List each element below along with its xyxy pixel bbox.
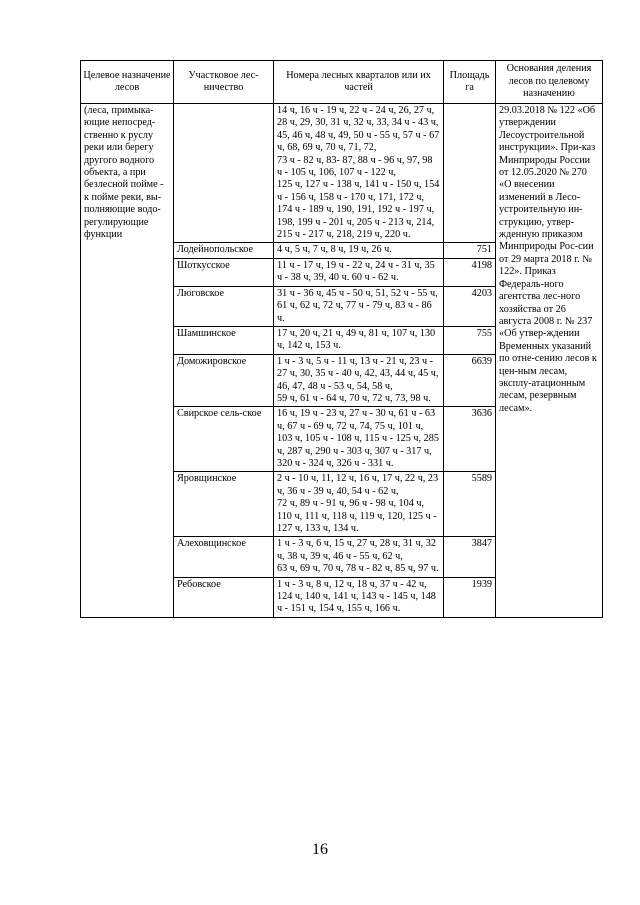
quarters-cell xyxy=(274,258,444,286)
quarters-line: 2 ч - 10 ч, 11, 12 ч, 16 ч, 17 ч, 22 ч, 23 ч, 36 ч - 39 ч, 40, 54 ч - 62 ч, xyxy=(277,473,439,497)
quarters-cell xyxy=(274,472,444,537)
header-quarters: Номера лесных кварталов или их частей xyxy=(274,61,444,104)
area-cell: 1939 xyxy=(444,577,496,617)
table-row xyxy=(81,104,603,243)
quarters-line: 59 ч, 61 ч - 64 ч, 70 ч, 72 ч, 73, 98 ч. xyxy=(277,392,431,404)
page-number: 16 xyxy=(312,841,328,858)
quarters-cell xyxy=(274,577,444,617)
quarters-line: 73 ч - 82 ч, 83- 87, 88 ч - 96 ч, 97, 98 ч - 105 ч, 106, 107 ч - 122 ч, xyxy=(277,154,433,179)
district-cell: Яровщинское xyxy=(174,472,274,537)
quarters-cell xyxy=(274,286,444,326)
district-cell: Доможировское xyxy=(174,354,274,407)
purpose-cell: (леса, примыка-ющие непосред-ственно к руслу реки или берегу другого водного объекта, а при безлесной пойме - к пойме реки, вы-полняющие водо-регулирующие функции xyxy=(81,104,174,618)
quarters-cell xyxy=(274,407,444,472)
quarters-line: 63 ч, 69 ч, 70 ч, 78 ч - 82 ч, 85 ч, 97 ч. xyxy=(277,563,439,575)
forest-purpose-table xyxy=(80,60,603,618)
quarters-line: 28 ч, 29, 30, 31 ч, 32 ч, 33, 34 ч - 43 ч, 45, 46 ч, 48 ч, 49, 50 ч - 55 ч, 57 ч - 67 ч, 68, 69 ч, 70 ч, 71, 72, xyxy=(277,117,440,154)
header-area: Площадь га xyxy=(444,61,496,104)
table-header-row xyxy=(81,61,603,104)
quarters-line: 16 ч, 19 ч - 23 ч, 27 ч - 30 ч, 61 ч - 63 ч, 67 ч - 69 ч, 72 ч, 74, 75 ч, 101 ч, 103 ч, 105 ч - 108 ч, 115 ч - 125 ч, 285 ч, 287 ч, 290 ч - 303 ч, 307 ч - 317 ч, 320 ч - 324 ч, 326 ч - 331 ч. xyxy=(277,408,439,469)
area-cell: 4203 xyxy=(444,286,496,326)
quarters-line: 17 ч, 20 ч, 21 ч, 49 ч, 81 ч, 107 ч, 130 ч, 142 ч, 153 ч. xyxy=(277,327,436,352)
district-cell: Свирское сель-ское xyxy=(174,407,274,472)
district-cell: Шамшинское xyxy=(174,326,274,354)
district-cell xyxy=(174,104,274,243)
area-cell: 6639 xyxy=(444,354,496,407)
quarters-line: 31 ч - 36 ч, 45 ч - 50 ч, 51, 52 ч - 55 ч, 61 ч, 62 ч, 72 ч, 77 ч - 79 ч, 83 ч - 86 ч. xyxy=(277,287,438,324)
quarters-line: 1 ч - 3 ч, 8 ч, 12 ч, 18 ч, 37 ч - 42 ч, 124 ч, 140 ч, 141 ч, 143 ч - 145 ч, 148 ч - 151 ч, 154 ч, 155 ч, 166 ч. xyxy=(277,578,436,615)
area-cell xyxy=(444,104,496,243)
quarters-line: 4 ч, 5 ч, 7 ч, 8 ч, 19 ч, 26 ч. xyxy=(277,244,392,256)
area-cell: 4198 xyxy=(444,258,496,286)
district-cell: Люговское xyxy=(174,286,274,326)
quarters-cell xyxy=(274,354,444,407)
quarters-cell xyxy=(274,537,444,577)
district-cell: Шоткусское xyxy=(174,258,274,286)
area-cell: 755 xyxy=(444,326,496,354)
district-cell: Алеховщинское xyxy=(174,537,274,577)
header-district: Участковое лес-ничество xyxy=(174,61,274,104)
header-basis: Основания деления лесов по целевому назначению xyxy=(496,61,603,104)
area-cell: 5589 xyxy=(444,472,496,537)
quarters-cell xyxy=(274,104,444,243)
quarters-line: 14 ч, 16 ч - 19 ч, 22 ч - 24 ч, 26, 27 ч, xyxy=(277,105,435,116)
area-cell: 3636 xyxy=(444,407,496,472)
district-cell: Ребовское xyxy=(174,577,274,617)
quarters-line: 1 ч - 3 ч, 5 ч - 11 ч, 13 ч - 21 ч, 23 ч - 27 ч, 30, 35 ч - 40 ч, 42, 43, 44 ч, 45 ч, 46, 47, 48 ч - 53 ч, 54, 58 ч, xyxy=(277,355,439,392)
quarters-line: 11 ч - 17 ч, 19 ч - 22 ч, 24 ч - 31 ч, 35 ч - 38 ч, 39, 40 ч. 60 ч - 62 ч. xyxy=(277,259,435,284)
quarters-line: 1 ч - 3 ч, 6 ч, 15 ч, 27 ч, 28 ч, 31 ч, 32 ч, 38 ч, 39 ч, 46 ч - 55 ч, 62 ч, xyxy=(277,538,436,562)
header-purpose: Целевое назначение лесов xyxy=(81,61,174,104)
quarters-line: 125 ч, 127 ч - 138 ч, 141 ч - 150 ч, 154 ч - 156 ч, 158 ч - 170 ч, 171, 172 ч, 174 ч - 189 ч, 190, 191, 192 ч - 197 ч, 198, 199 ч - 201 ч, 205 ч - 213 ч, 214, 215 ч - 217 ч, 218, 219 ч, 220 ч. xyxy=(277,179,440,241)
district-cell: Лодейнопольское xyxy=(174,243,274,258)
quarters-cell xyxy=(274,326,444,354)
basis-cell: 29.03.2018 № 122 «Об утверждении Лесоустроительной инструкции». При-каз Минприроды России от 12.05.2020 № 270 «О внесении изменений в Лесо-устроительную ин-струкцию, утвер-жденную приказом Минприроды Рос-сии от 29 марта 2018 г. № 122». Приказ Федераль-ного агентства лес-ного хозяйства от 26 августа 2008 г. № 237 «Об утвер-ждении Временных указаний по отне-сению лесов к цен-ным лесам, эксплу-атационным лесам, резервным лесам». xyxy=(496,104,603,618)
quarters-cell xyxy=(274,243,444,258)
area-cell: 3847 xyxy=(444,537,496,577)
area-cell: 751 xyxy=(444,243,496,258)
quarters-line: 72 ч, 89 ч - 91 ч, 96 ч - 98 ч, 104 ч, 110 ч, 111 ч, 118 ч, 119 ч, 120, 125 ч - 127 ч, 133 ч, 134 ч. xyxy=(277,498,437,534)
